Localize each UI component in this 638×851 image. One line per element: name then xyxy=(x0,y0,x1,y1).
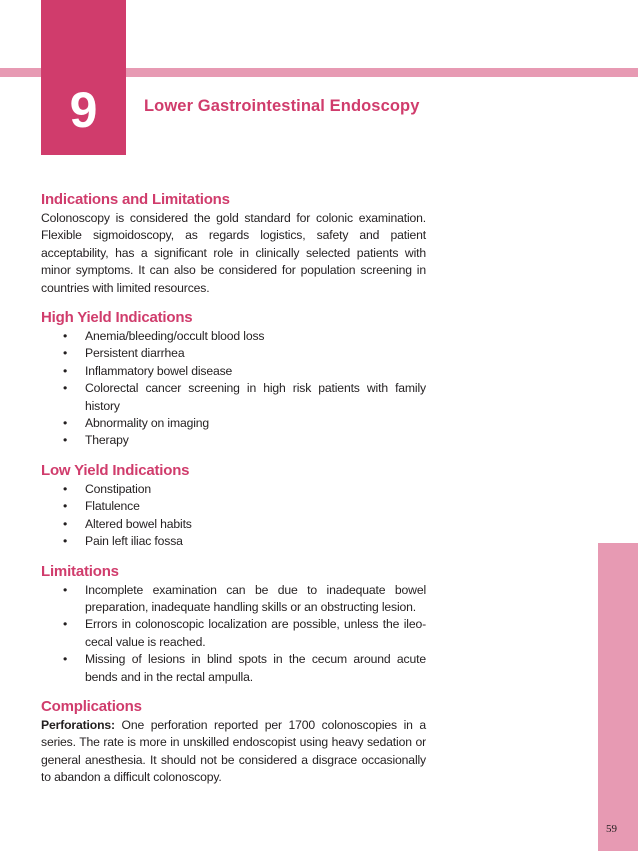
bullet-icon: • xyxy=(63,381,68,396)
bullet-icon: • xyxy=(63,652,68,667)
list-item xyxy=(41,415,426,432)
paragraph-text: One perforation reported per 1700 colonoscopies in a series. The rate is more in unskilled endoscopist using heavy sedation or general anesthesia. It should not be considered a disgrace occasionally to abandon a difficult colonoscopy. xyxy=(41,717,426,785)
chapter-number: 9 xyxy=(69,82,98,138)
list-item-text: Altered bowel habits xyxy=(85,516,192,531)
bullet-icon: • xyxy=(63,416,68,431)
bullet-icon: • xyxy=(63,617,68,632)
bullet-icon: • xyxy=(63,582,68,597)
list-item-text: Pain left iliac fossa xyxy=(85,534,183,549)
section-high-yield xyxy=(41,308,426,450)
list-item-text: Persistent diarrhea xyxy=(85,346,185,361)
section-limitations xyxy=(41,562,426,686)
bullet-icon: • xyxy=(63,363,68,378)
list-item xyxy=(41,533,426,550)
paragraph: Colonoscopy is considered the gold standard for colonic examination. Flexible sigmoidoscopy, as regards logistics, safety and patient acceptability, has a significant role in clinically selected patients with minor symptoms. It can also be considered for population screening in countries with limited resources. xyxy=(41,211,426,295)
section-heading: Indications and Limitations xyxy=(41,191,230,208)
side-tab xyxy=(598,543,638,851)
list-item xyxy=(41,498,426,515)
bullet-list xyxy=(41,328,426,450)
bullet-icon: • xyxy=(63,433,68,448)
section-heading: Limitations xyxy=(41,562,119,580)
bullet-icon: • xyxy=(63,516,68,531)
list-item xyxy=(41,363,426,380)
list-item-text: Flatulence xyxy=(85,499,140,514)
list-item-text: Colorectal cancer screening in high risk patients with family history xyxy=(85,381,426,413)
list-item-text: Inflammatory bowel disease xyxy=(85,363,233,378)
chapter-title: Lower Gastrointestinal Endoscopy xyxy=(144,97,420,115)
list-item xyxy=(41,516,426,533)
list-item-text: Incomplete examination can be due to inadequate bowel preparation, inadequate handling skills or an obstructing lesion. xyxy=(85,582,426,614)
bullet-list xyxy=(41,481,426,551)
bullet-icon: • xyxy=(63,346,68,361)
section-indications xyxy=(41,190,426,297)
section-heading: Low Yield Indications xyxy=(41,461,190,479)
list-item xyxy=(41,616,426,651)
list-item-text: Anemia/bleeding/occult blood loss xyxy=(85,329,265,344)
list-item xyxy=(41,651,426,686)
bullet-icon: • xyxy=(63,481,68,496)
list-item xyxy=(41,328,426,345)
list-item xyxy=(41,432,426,449)
section-heading: High Yield Indications xyxy=(41,309,193,327)
paragraph xyxy=(41,717,426,787)
list-item-text: Missing of lesions in blind spots in the cecum around acute bends and in the rectal ampulla. xyxy=(85,652,426,684)
list-item xyxy=(41,380,426,415)
list-item-text: Abnormality on imaging xyxy=(85,416,210,431)
paragraph-lead: Perforations: xyxy=(41,717,115,732)
section-low-yield xyxy=(41,461,426,551)
list-item-text: Constipation xyxy=(85,481,151,496)
list-item-text: Errors in colonoscopic localization are possible, unless the ileo-cecal value is reached. xyxy=(85,617,426,649)
bullet-icon: • xyxy=(63,329,68,344)
list-item xyxy=(41,345,426,362)
section-heading: Complications xyxy=(41,697,142,715)
chapter-number-box xyxy=(41,0,126,155)
list-item xyxy=(41,582,426,617)
page-content xyxy=(41,190,426,787)
bullet-icon: • xyxy=(63,499,68,514)
list-item-text: Therapy xyxy=(85,433,129,448)
list-item xyxy=(41,481,426,498)
bullet-icon: • xyxy=(63,534,68,549)
page-number: 59 xyxy=(606,823,617,835)
section-complications xyxy=(41,697,426,787)
bullet-list xyxy=(41,582,426,686)
